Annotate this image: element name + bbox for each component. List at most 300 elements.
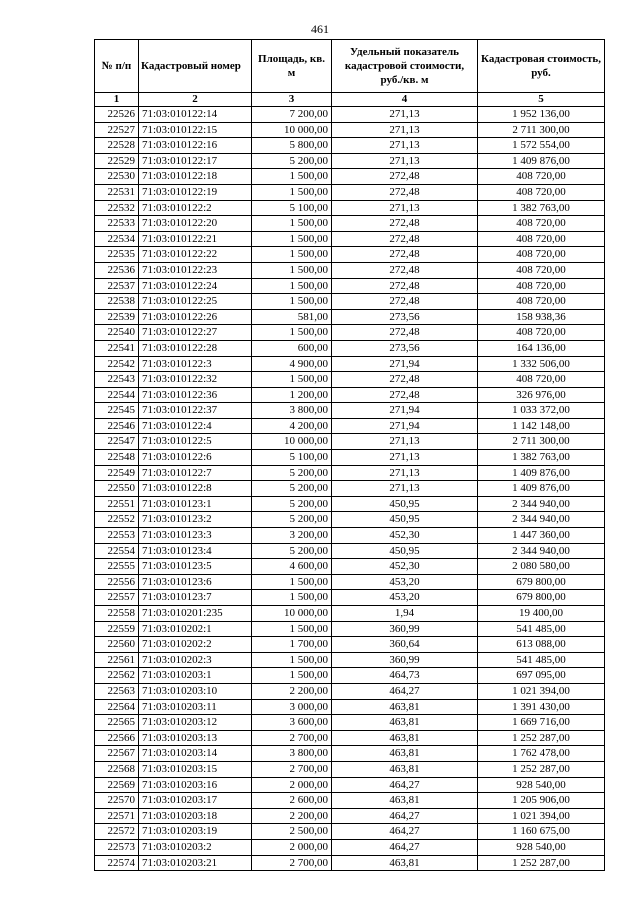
cadastral-value-cell: 408 720,00 <box>478 216 605 232</box>
cadastral-number-cell: 71:03:010203:13 <box>139 730 252 746</box>
area-cell: 3 600,00 <box>252 715 332 731</box>
cadastral-value-cell: 1 952 136,00 <box>478 107 605 123</box>
cadastral-number-cell: 71:03:010203:12 <box>139 715 252 731</box>
rate-cell: 452,30 <box>332 528 478 544</box>
rate-cell: 272,48 <box>332 278 478 294</box>
cadastral-value-cell: 1 669 716,00 <box>478 715 605 731</box>
row-number-cell: 22562 <box>95 668 139 684</box>
rate-cell: 272,48 <box>332 184 478 200</box>
cadastral-number-cell: 71:03:010203:17 <box>139 793 252 809</box>
cadastral-value-cell: 679 800,00 <box>478 574 605 590</box>
cadastral-number-cell: 71:03:010202:3 <box>139 652 252 668</box>
area-cell: 1 500,00 <box>252 184 332 200</box>
rate-cell: 271,13 <box>332 153 478 169</box>
row-number-cell: 22561 <box>95 652 139 668</box>
table-row <box>95 325 605 341</box>
cadastral-value-cell: 408 720,00 <box>478 372 605 388</box>
rate-cell: 271,13 <box>332 434 478 450</box>
cadastral-number-cell: 71:03:010122:18 <box>139 169 252 185</box>
table-row <box>95 574 605 590</box>
cadastral-number-cell: 71:03:010203:15 <box>139 761 252 777</box>
table-row <box>95 184 605 200</box>
cadastral-value-cell: 1 252 287,00 <box>478 761 605 777</box>
table-row <box>95 652 605 668</box>
area-cell: 2 500,00 <box>252 824 332 840</box>
cadastral-value-cell: 408 720,00 <box>478 247 605 263</box>
table-row <box>95 434 605 450</box>
row-number-cell: 22531 <box>95 184 139 200</box>
rate-cell: 463,81 <box>332 855 478 871</box>
table-row <box>95 590 605 606</box>
rate-cell: 450,95 <box>332 512 478 528</box>
table-row <box>95 481 605 497</box>
rate-cell: 360,64 <box>332 637 478 653</box>
rate-cell: 271,13 <box>332 481 478 497</box>
cadastral-value-cell: 1 160 675,00 <box>478 824 605 840</box>
rate-cell: 464,27 <box>332 839 478 855</box>
row-number-cell: 22547 <box>95 434 139 450</box>
area-cell: 1 500,00 <box>252 621 332 637</box>
cadastral-number-cell: 71:03:010122:36 <box>139 387 252 403</box>
table-row <box>95 808 605 824</box>
cadastral-number-cell: 71:03:010122:16 <box>139 138 252 154</box>
rate-cell: 450,95 <box>332 496 478 512</box>
rate-cell: 463,81 <box>332 761 478 777</box>
table-row <box>95 512 605 528</box>
area-cell: 1 500,00 <box>252 262 332 278</box>
row-number-cell: 22567 <box>95 746 139 762</box>
row-number-cell: 22541 <box>95 340 139 356</box>
table-row <box>95 340 605 356</box>
row-number-cell: 22536 <box>95 262 139 278</box>
rate-cell: 271,94 <box>332 403 478 419</box>
rate-cell: 1,94 <box>332 606 478 622</box>
rate-cell: 271,13 <box>332 138 478 154</box>
cadastral-value-cell: 408 720,00 <box>478 325 605 341</box>
cadastral-number-cell: 71:03:010202:1 <box>139 621 252 637</box>
cadastral-value-cell: 158 938,36 <box>478 309 605 325</box>
rate-cell: 360,99 <box>332 621 478 637</box>
header-num: № п/п <box>95 40 139 93</box>
row-number-cell: 22532 <box>95 200 139 216</box>
cadastral-number-cell: 71:03:010203:14 <box>139 746 252 762</box>
rate-cell: 463,81 <box>332 746 478 762</box>
row-number-cell: 22535 <box>95 247 139 263</box>
cadastral-value-cell: 19 400,00 <box>478 606 605 622</box>
row-number-cell: 22571 <box>95 808 139 824</box>
table-row <box>95 668 605 684</box>
row-number-cell: 22545 <box>95 403 139 419</box>
table-row <box>95 543 605 559</box>
area-cell: 5 200,00 <box>252 543 332 559</box>
table-row <box>95 496 605 512</box>
area-cell: 2 600,00 <box>252 793 332 809</box>
table-row <box>95 138 605 154</box>
row-number-cell: 22568 <box>95 761 139 777</box>
area-cell: 4 900,00 <box>252 356 332 372</box>
cadastral-value-cell: 697 095,00 <box>478 668 605 684</box>
cadastral-number-cell: 71:03:010203:2 <box>139 839 252 855</box>
cadastral-value-cell: 1 252 287,00 <box>478 855 605 871</box>
table-row <box>95 403 605 419</box>
area-cell: 2 000,00 <box>252 839 332 855</box>
row-number-cell: 22554 <box>95 543 139 559</box>
cadastral-number-cell: 71:03:010122:27 <box>139 325 252 341</box>
cadastral-value-cell: 408 720,00 <box>478 184 605 200</box>
rate-cell: 271,13 <box>332 465 478 481</box>
cadastral-number-cell: 71:03:010122:22 <box>139 247 252 263</box>
cadastral-number-cell: 71:03:010122:5 <box>139 434 252 450</box>
row-number-cell: 22548 <box>95 450 139 466</box>
cadastral-value-cell: 1 572 554,00 <box>478 138 605 154</box>
area-cell: 4 600,00 <box>252 559 332 575</box>
table-row <box>95 746 605 762</box>
table-row <box>95 606 605 622</box>
cadastral-number-cell: 71:03:010123:1 <box>139 496 252 512</box>
cadastral-value-cell: 2 344 940,00 <box>478 512 605 528</box>
cadastral-number-cell: 71:03:010122:21 <box>139 231 252 247</box>
row-number-cell: 22542 <box>95 356 139 372</box>
rate-cell: 463,81 <box>332 793 478 809</box>
area-cell: 1 500,00 <box>252 169 332 185</box>
cadastral-number-cell: 71:03:010122:23 <box>139 262 252 278</box>
area-cell: 2 700,00 <box>252 761 332 777</box>
area-cell: 1 200,00 <box>252 387 332 403</box>
table-row <box>95 793 605 809</box>
cadastral-value-cell: 1 382 763,00 <box>478 450 605 466</box>
table-row <box>95 200 605 216</box>
cadastral-value-cell: 1 409 876,00 <box>478 153 605 169</box>
cadastral-number-cell: 71:03:010122:6 <box>139 450 252 466</box>
cadastral-number-cell: 71:03:010201:235 <box>139 606 252 622</box>
row-number-cell: 22553 <box>95 528 139 544</box>
rate-cell: 273,56 <box>332 340 478 356</box>
cadastral-number-cell: 71:03:010203:18 <box>139 808 252 824</box>
cadastral-value-cell: 2 344 940,00 <box>478 496 605 512</box>
cadastral-value-cell: 1 382 763,00 <box>478 200 605 216</box>
row-number-cell: 22530 <box>95 169 139 185</box>
cadastral-number-cell: 71:03:010122:20 <box>139 216 252 232</box>
table-row <box>95 216 605 232</box>
cadastral-value-cell: 679 800,00 <box>478 590 605 606</box>
area-cell: 4 200,00 <box>252 418 332 434</box>
area-cell: 5 800,00 <box>252 138 332 154</box>
table-row <box>95 839 605 855</box>
row-number-cell: 22543 <box>95 372 139 388</box>
table-row <box>95 559 605 575</box>
table-row <box>95 855 605 871</box>
header-cadastral-number: Кадастровый номер <box>139 40 252 93</box>
table-body <box>95 107 605 871</box>
row-number-cell: 22550 <box>95 481 139 497</box>
table-row <box>95 356 605 372</box>
cadastral-number-cell: 71:03:010123:2 <box>139 512 252 528</box>
cadastral-number-cell: 71:03:010122:15 <box>139 122 252 138</box>
area-cell: 2 700,00 <box>252 855 332 871</box>
cadastral-number-cell: 71:03:010122:24 <box>139 278 252 294</box>
row-number-cell: 22559 <box>95 621 139 637</box>
row-number-cell: 22557 <box>95 590 139 606</box>
cadastral-value-cell: 1 021 394,00 <box>478 683 605 699</box>
area-cell: 5 200,00 <box>252 465 332 481</box>
cadastral-number-cell: 71:03:010122:37 <box>139 403 252 419</box>
rate-cell: 453,20 <box>332 574 478 590</box>
cadastral-number-cell: 71:03:010203:16 <box>139 777 252 793</box>
cadastral-number-cell: 71:03:010122:8 <box>139 481 252 497</box>
column-number: 5 <box>478 93 605 107</box>
table-row <box>95 294 605 310</box>
row-number-cell: 22574 <box>95 855 139 871</box>
rate-cell: 360,99 <box>332 652 478 668</box>
cadastral-value-cell: 1 033 372,00 <box>478 403 605 419</box>
row-number-cell: 22546 <box>95 418 139 434</box>
area-cell: 3 000,00 <box>252 699 332 715</box>
cadastral-value-cell: 164 136,00 <box>478 340 605 356</box>
table-row <box>95 372 605 388</box>
rate-cell: 272,48 <box>332 216 478 232</box>
rate-cell: 271,13 <box>332 107 478 123</box>
row-number-cell: 22544 <box>95 387 139 403</box>
rate-cell: 453,20 <box>332 590 478 606</box>
cadastral-number-cell: 71:03:010122:7 <box>139 465 252 481</box>
cadastral-value-cell: 1 447 360,00 <box>478 528 605 544</box>
cadastral-value-cell: 613 088,00 <box>478 637 605 653</box>
rate-cell: 450,95 <box>332 543 478 559</box>
page-number: 461 <box>311 22 329 36</box>
cadastral-number-cell: 71:03:010203:21 <box>139 855 252 871</box>
cadastral-number-cell: 71:03:010122:28 <box>139 340 252 356</box>
row-number-cell: 22534 <box>95 231 139 247</box>
row-number-cell: 22539 <box>95 309 139 325</box>
rate-cell: 271,94 <box>332 418 478 434</box>
row-number-cell: 22556 <box>95 574 139 590</box>
area-cell: 2 200,00 <box>252 808 332 824</box>
area-cell: 1 500,00 <box>252 216 332 232</box>
table-row <box>95 418 605 434</box>
header-area: Площадь, кв. м <box>252 40 332 93</box>
rate-cell: 272,48 <box>332 294 478 310</box>
cadastral-value-cell: 1 252 287,00 <box>478 730 605 746</box>
table-row <box>95 824 605 840</box>
table-row <box>95 309 605 325</box>
row-number-cell: 22564 <box>95 699 139 715</box>
table-row <box>95 699 605 715</box>
row-number-cell: 22527 <box>95 122 139 138</box>
cadastral-value-cell: 408 720,00 <box>478 262 605 278</box>
row-number-cell: 22563 <box>95 683 139 699</box>
area-cell: 1 500,00 <box>252 372 332 388</box>
header-rate: Удельный показатель кадастровой стоимости, руб./кв. м <box>332 40 478 93</box>
cadastral-value-cell: 1 762 478,00 <box>478 746 605 762</box>
cadastral-value-cell: 2 711 300,00 <box>478 122 605 138</box>
area-cell: 5 100,00 <box>252 450 332 466</box>
area-cell: 5 200,00 <box>252 496 332 512</box>
cadastral-number-cell: 71:03:010123:5 <box>139 559 252 575</box>
rate-cell: 272,48 <box>332 231 478 247</box>
row-number-cell: 22538 <box>95 294 139 310</box>
cadastral-number-cell: 71:03:010122:3 <box>139 356 252 372</box>
rate-cell: 452,30 <box>332 559 478 575</box>
row-number-cell: 22570 <box>95 793 139 809</box>
rate-cell: 463,81 <box>332 730 478 746</box>
area-cell: 5 200,00 <box>252 153 332 169</box>
rate-cell: 464,27 <box>332 808 478 824</box>
row-number-cell: 22526 <box>95 107 139 123</box>
column-number-row <box>95 93 605 107</box>
row-number-cell: 22560 <box>95 637 139 653</box>
table-row <box>95 231 605 247</box>
cadastral-number-cell: 71:03:010122:19 <box>139 184 252 200</box>
table-row <box>95 715 605 731</box>
area-cell: 1 500,00 <box>252 325 332 341</box>
area-cell: 1 700,00 <box>252 637 332 653</box>
cadastral-number-cell: 71:03:010203:1 <box>139 668 252 684</box>
cadastral-value-table <box>94 39 605 871</box>
cadastral-value-cell: 1 021 394,00 <box>478 808 605 824</box>
rate-cell: 464,27 <box>332 683 478 699</box>
rate-cell: 271,94 <box>332 356 478 372</box>
table-row <box>95 387 605 403</box>
cadastral-value-cell: 2 344 940,00 <box>478 543 605 559</box>
header-cadastral-value: Кадастровая стоимость, руб. <box>478 40 605 93</box>
row-number-cell: 22565 <box>95 715 139 731</box>
column-number: 1 <box>95 93 139 107</box>
cadastral-number-cell: 71:03:010203:11 <box>139 699 252 715</box>
column-number: 3 <box>252 93 332 107</box>
cadastral-value-cell: 1 391 430,00 <box>478 699 605 715</box>
rate-cell: 272,48 <box>332 262 478 278</box>
cadastral-value-cell: 1 409 876,00 <box>478 465 605 481</box>
area-cell: 1 500,00 <box>252 668 332 684</box>
cadastral-number-cell: 71:03:010203:10 <box>139 683 252 699</box>
area-cell: 2 700,00 <box>252 730 332 746</box>
rate-cell: 272,48 <box>332 325 478 341</box>
cadastral-value-cell: 408 720,00 <box>478 231 605 247</box>
row-number-cell: 22569 <box>95 777 139 793</box>
row-number-cell: 22555 <box>95 559 139 575</box>
row-number-cell: 22552 <box>95 512 139 528</box>
cadastral-value-cell: 541 485,00 <box>478 621 605 637</box>
row-number-cell: 22566 <box>95 730 139 746</box>
area-cell: 1 500,00 <box>252 294 332 310</box>
cadastral-number-cell: 71:03:010203:19 <box>139 824 252 840</box>
row-number-cell: 22572 <box>95 824 139 840</box>
cadastral-number-cell: 71:03:010122:4 <box>139 418 252 434</box>
row-number-cell: 22537 <box>95 278 139 294</box>
cadastral-number-cell: 71:03:010123:7 <box>139 590 252 606</box>
header-row <box>95 40 605 93</box>
table-row <box>95 730 605 746</box>
area-cell: 5 200,00 <box>252 481 332 497</box>
table-row <box>95 683 605 699</box>
cadastral-number-cell: 71:03:010202:2 <box>139 637 252 653</box>
cadastral-value-cell: 928 540,00 <box>478 839 605 855</box>
row-number-cell: 22549 <box>95 465 139 481</box>
rate-cell: 272,48 <box>332 169 478 185</box>
table-row <box>95 637 605 653</box>
rate-cell: 271,13 <box>332 122 478 138</box>
row-number-cell: 22540 <box>95 325 139 341</box>
rate-cell: 272,48 <box>332 372 478 388</box>
row-number-cell: 22573 <box>95 839 139 855</box>
table-row <box>95 450 605 466</box>
cadastral-number-cell: 71:03:010122:17 <box>139 153 252 169</box>
rate-cell: 463,81 <box>332 715 478 731</box>
cadastral-value-cell: 408 720,00 <box>478 169 605 185</box>
area-cell: 581,00 <box>252 309 332 325</box>
column-number: 4 <box>332 93 478 107</box>
rate-cell: 464,27 <box>332 824 478 840</box>
table-row <box>95 107 605 123</box>
area-cell: 10 000,00 <box>252 606 332 622</box>
rate-cell: 464,27 <box>332 777 478 793</box>
cadastral-value-cell: 408 720,00 <box>478 278 605 294</box>
cadastral-value-cell: 928 540,00 <box>478 777 605 793</box>
area-cell: 5 100,00 <box>252 200 332 216</box>
rate-cell: 463,81 <box>332 699 478 715</box>
area-cell: 1 500,00 <box>252 231 332 247</box>
cadastral-value-cell: 1 409 876,00 <box>478 481 605 497</box>
cadastral-value-cell: 326 976,00 <box>478 387 605 403</box>
table-row <box>95 621 605 637</box>
rate-cell: 271,13 <box>332 450 478 466</box>
table-row <box>95 528 605 544</box>
area-cell: 1 500,00 <box>252 652 332 668</box>
cadastral-number-cell: 71:03:010122:14 <box>139 107 252 123</box>
area-cell: 2 200,00 <box>252 683 332 699</box>
table-row <box>95 777 605 793</box>
table-row <box>95 262 605 278</box>
area-cell: 10 000,00 <box>252 122 332 138</box>
cadastral-value-cell: 408 720,00 <box>478 294 605 310</box>
area-cell: 3 200,00 <box>252 528 332 544</box>
row-number-cell: 22558 <box>95 606 139 622</box>
rate-cell: 273,56 <box>332 309 478 325</box>
cadastral-number-cell: 71:03:010122:32 <box>139 372 252 388</box>
row-number-cell: 22528 <box>95 138 139 154</box>
cadastral-value-cell: 541 485,00 <box>478 652 605 668</box>
table-header <box>95 40 605 107</box>
cadastral-value-cell: 1 142 148,00 <box>478 418 605 434</box>
rate-cell: 272,48 <box>332 387 478 403</box>
row-number-cell: 22529 <box>95 153 139 169</box>
table-row <box>95 761 605 777</box>
area-cell: 1 500,00 <box>252 278 332 294</box>
rate-cell: 271,13 <box>332 200 478 216</box>
cadastral-value-cell: 1 332 506,00 <box>478 356 605 372</box>
cadastral-number-cell: 71:03:010122:25 <box>139 294 252 310</box>
table-row <box>95 278 605 294</box>
rate-cell: 272,48 <box>332 247 478 263</box>
area-cell: 7 200,00 <box>252 107 332 123</box>
area-cell: 1 500,00 <box>252 247 332 263</box>
table-row <box>95 465 605 481</box>
row-number-cell: 22551 <box>95 496 139 512</box>
area-cell: 600,00 <box>252 340 332 356</box>
table-row <box>95 247 605 263</box>
area-cell: 2 000,00 <box>252 777 332 793</box>
cadastral-value-cell: 2 711 300,00 <box>478 434 605 450</box>
area-cell: 3 800,00 <box>252 403 332 419</box>
table-row <box>95 153 605 169</box>
area-cell: 1 500,00 <box>252 590 332 606</box>
cadastral-number-cell: 71:03:010123:6 <box>139 574 252 590</box>
cadastral-number-cell: 71:03:010122:2 <box>139 200 252 216</box>
rate-cell: 464,73 <box>332 668 478 684</box>
column-number: 2 <box>139 93 252 107</box>
area-cell: 1 500,00 <box>252 574 332 590</box>
area-cell: 3 800,00 <box>252 746 332 762</box>
